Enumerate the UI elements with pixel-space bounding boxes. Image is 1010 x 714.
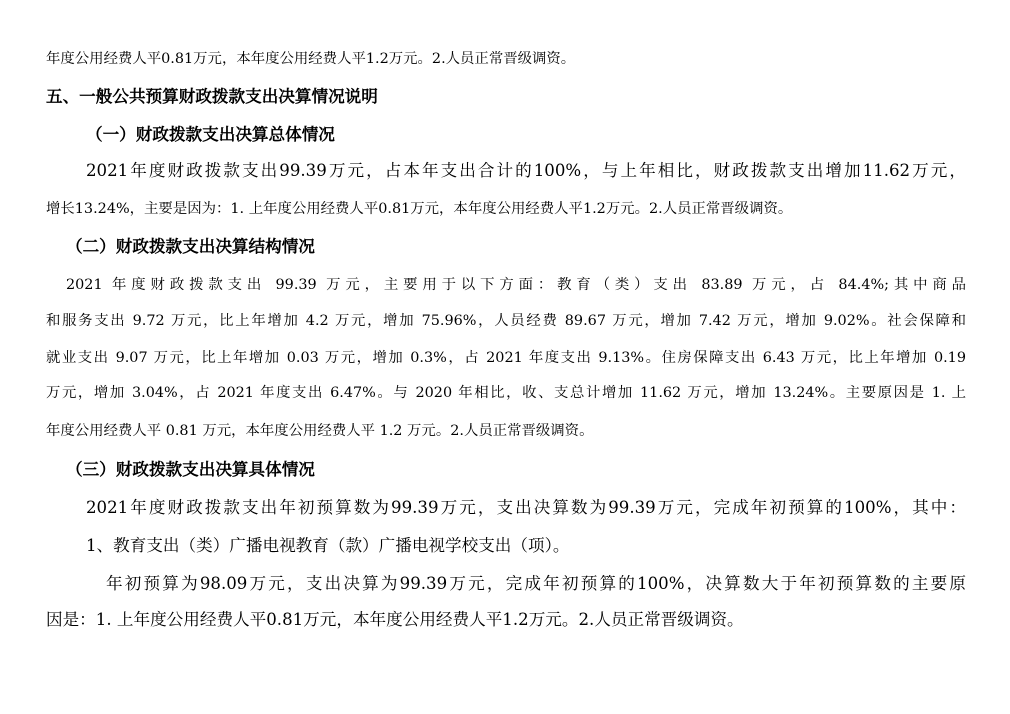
paragraph-line: 年度公用经费人平 0.81 万元，本年度公用经费人平 1.2 万元。2.人员正常晋级调资。 bbox=[46, 423, 594, 439]
subsection-heading: （一）财政拨款支出决算总体情况 bbox=[86, 125, 335, 144]
list-item: 1、教育支出（类）广播电视教育（款）广播电视学校支出（项）。 bbox=[86, 536, 570, 555]
paragraph-line: 因是：1. 上年度公用经费人平0.81万元，本年度公用经费人平1.2万元。2.人员正常晋级调资。 bbox=[46, 610, 744, 629]
paragraph-line: 年度公用经费人平0.81万元，本年度公用经费人平1.2万元。2.人员正常晋级调资。 bbox=[46, 51, 576, 67]
subsection-heading: （二）财政拨款支出决算结构情况 bbox=[66, 237, 315, 256]
paragraph-line: 和服务支出 9.72 万元，比上年增加 4.2 万元，增加 75.96%，人员经费 89.67 万元，增加 7.42 万元，增加 9.02%。社会保障和 bbox=[46, 313, 966, 329]
paragraph-line: 年初预算为98.09万元，支出决算为99.39万元，完成年初预算的100%，决算数大于年初预算数的主要原 bbox=[106, 574, 966, 593]
paragraph-line: 增长13.24%，主要是因为：1. 上年度公用经费人平0.81万元，本年度公用经费人平1.2万元。2.人员正常晋级调资。 bbox=[46, 201, 793, 217]
paragraph-line: 万元，增加 3.04%，占 2021 年度支出 6.47%。与 2020 年相比，收、支总计增加 11.62 万元，增加 13.24%。主要原因是 1. 上 bbox=[46, 385, 966, 401]
subsection-heading: （三）财政拨款支出决算具体情况 bbox=[66, 460, 315, 479]
paragraph-line: 2021 年度财政拨款支出 99.39 万元，主要用于以下方面：教育（类）支出 83.89 万元，占 84.4%;其中商品 bbox=[66, 277, 966, 293]
paragraph-line: 2021年度财政拨款支出99.39万元，占本年支出合计的100%，与上年相比，财政拨款支出增加11.62万元， bbox=[86, 161, 966, 180]
section-heading: 五、一般公共预算财政拨款支出决算情况说明 bbox=[46, 87, 378, 106]
paragraph-line: 就业支出 9.07 万元，比上年增加 0.03 万元，增加 0.3%，占 2021 年度支出 9.13%。住房保障支出 6.43 万元，比上年增加 0.19 bbox=[46, 350, 966, 366]
paragraph-line: 2021年度财政拨款支出年初预算数为99.39万元，支出决算数为99.39万元，完成年初预算的100%，其中： bbox=[86, 498, 966, 517]
